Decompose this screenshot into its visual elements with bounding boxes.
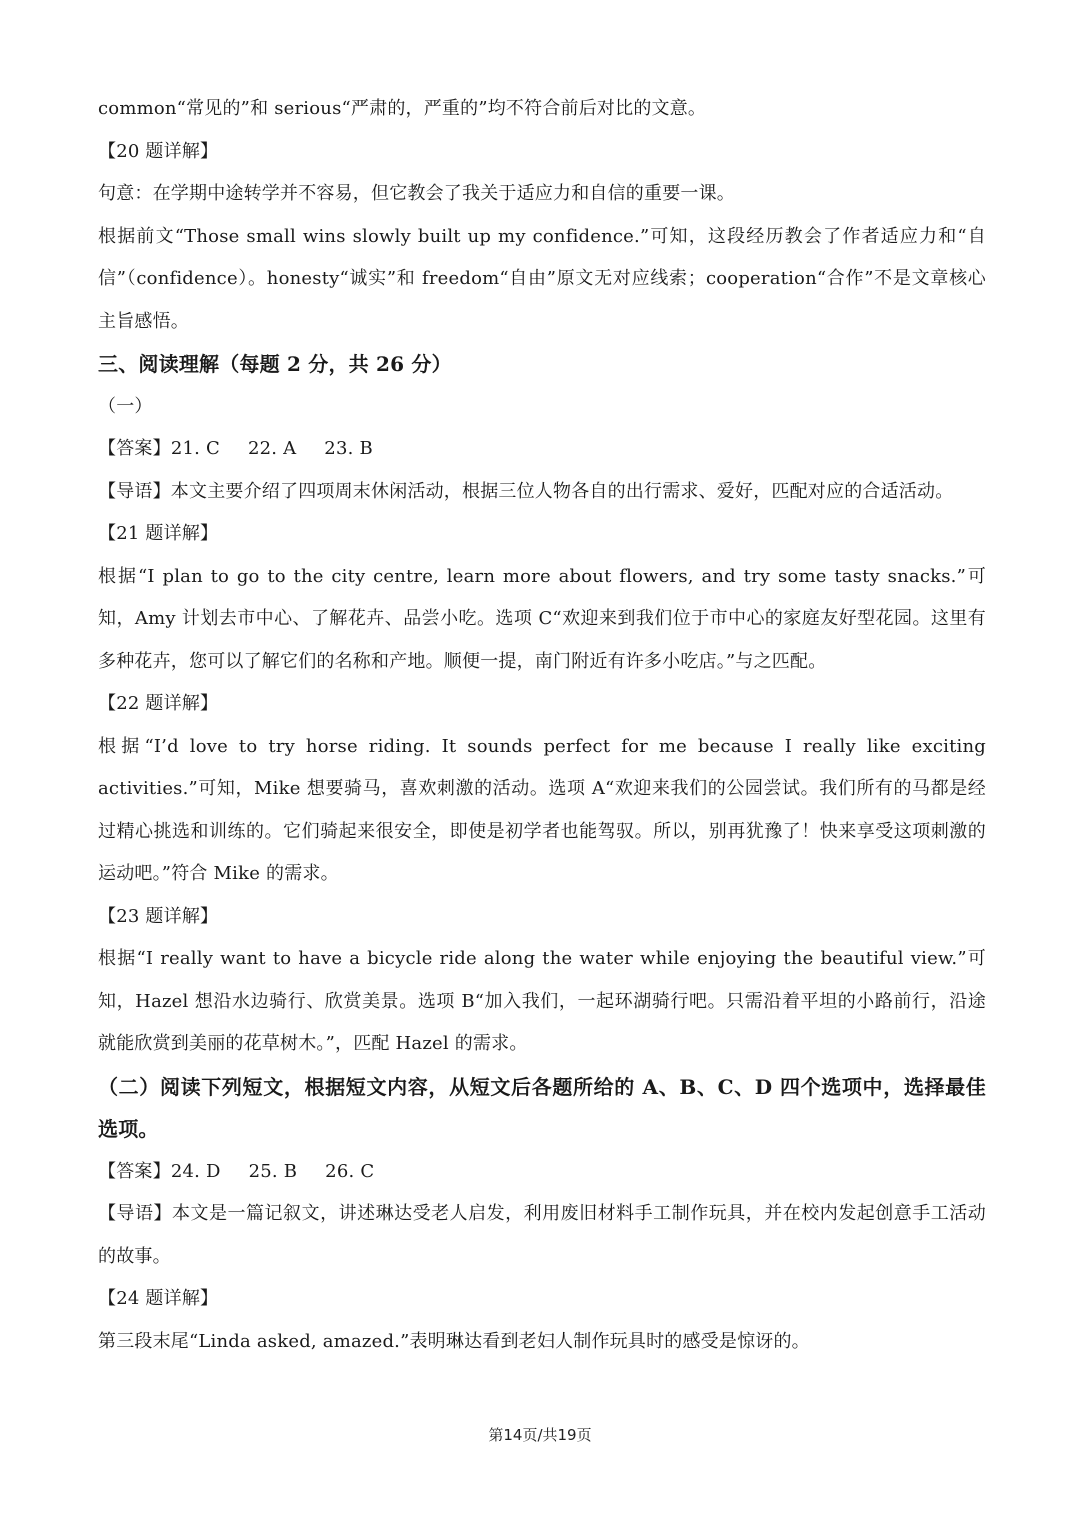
answer-prefix: 【答案】 bbox=[98, 438, 171, 459]
answer-23: 23. B bbox=[324, 438, 373, 459]
part2-intro: 【导语】本文是一篇记叙文，讲述琳达受老人启发，利用废旧材料手工制作玩具，并在校内发起创意手工活动的故事。 bbox=[98, 1203, 986, 1267]
q23-explanation: 根据“I really want to have a bicycle ride along the water while enjoying the beautiful view.”可知，Hazel 想沿水边骑行、欣赏美景。选项 B“加入我们，一起环湖骑行吧。只需沿着平坦的小路前行，沿途就能欣赏到美丽的花草树木。”，匹配 Hazel 的需求。 bbox=[98, 948, 986, 1054]
q21-explanation: 根据“I plan to go to the city centre, learn more about flowers, and try some tasty snacks.”可知，Amy 计划去市中心、了解花卉、品尝小吃。选项 C“欢迎来到我们位于市中心的家庭友好型花园。这里有多种花卉，您可以了解它们的名称和产地。顺便一提，南门附近有许多小吃店。”与之匹配。 bbox=[98, 565, 986, 672]
q24-explanation: 第三段末尾“Linda asked, amazed.”表明琳达看到老妇人制作玩具时的感受是惊讶的。 bbox=[98, 1330, 810, 1352]
answer-prefix: 【答案】 bbox=[98, 1160, 171, 1182]
page-indicator: 第14页/共19页 bbox=[488, 1426, 592, 1444]
part2-answers bbox=[98, 1151, 986, 1194]
q20-meaning: 句意：在学期中途转学并不容易，但它教会了我关于适应力和自信的重要一课。 bbox=[98, 183, 735, 204]
q20-explanation: 根据前文“Those small wins slowly built up my confidence.”可知，这段经历教会了作者适应力和“自信”（confidence）。honesty“诚实”和 freedom“自由”原文无对应线索；cooperation“合作”不是文章核心主旨感悟。 bbox=[98, 225, 986, 332]
section3-title: 三、阅读理解（每题 2 分，共 26 分） bbox=[98, 352, 452, 376]
answer-21: 21. C bbox=[170, 438, 220, 459]
answer-26: 26. C bbox=[325, 1160, 375, 1182]
answer-25: 25. B bbox=[248, 1160, 298, 1182]
part1-title: （一） bbox=[98, 395, 153, 417]
q22-explanation: 根据“I’d love to try horse riding. It sounds perfect for me because I really like exciting activities.”可知，Mike 想要骑马，喜欢刺激的活动。选项 A“欢迎来我们的公园尝试。我们所有的马都是经过精心挑选和训练的。它们骑起来很安全，即使是初学者也能驾驭。所以，别再犹豫了！快来享受这项刺激的运动吧。”符合 Mike 的需求。 bbox=[98, 735, 986, 884]
q21-heading: 【21 题详解】 bbox=[98, 523, 219, 544]
answer-22: 22. A bbox=[247, 438, 297, 459]
q22-heading: 【22 题详解】 bbox=[98, 693, 219, 714]
document-body bbox=[98, 88, 986, 1363]
q23-heading: 【23 题详解】 bbox=[98, 905, 219, 927]
q20-heading: 【20 题详解】 bbox=[98, 140, 219, 162]
part2-title: （二）阅读下列短文，根据短文内容，从短文后各题所给的 A、B、C、D 四个选项中，选择最佳选项。 bbox=[98, 1074, 986, 1141]
part1-answers bbox=[98, 428, 986, 471]
answer-24: 24. D bbox=[170, 1160, 221, 1182]
q19-explanation-tail: common“常见的”和 serious“严肃的，严重的”均不符合前后对比的文意。 bbox=[98, 98, 707, 119]
part1-intro: 【导语】本文主要介绍了四项周末休闲活动，根据三位人物各自的出行需求、爱好，匹配对应的合适活动。 bbox=[98, 480, 954, 502]
q24-heading: 【24 题详解】 bbox=[98, 1288, 219, 1309]
